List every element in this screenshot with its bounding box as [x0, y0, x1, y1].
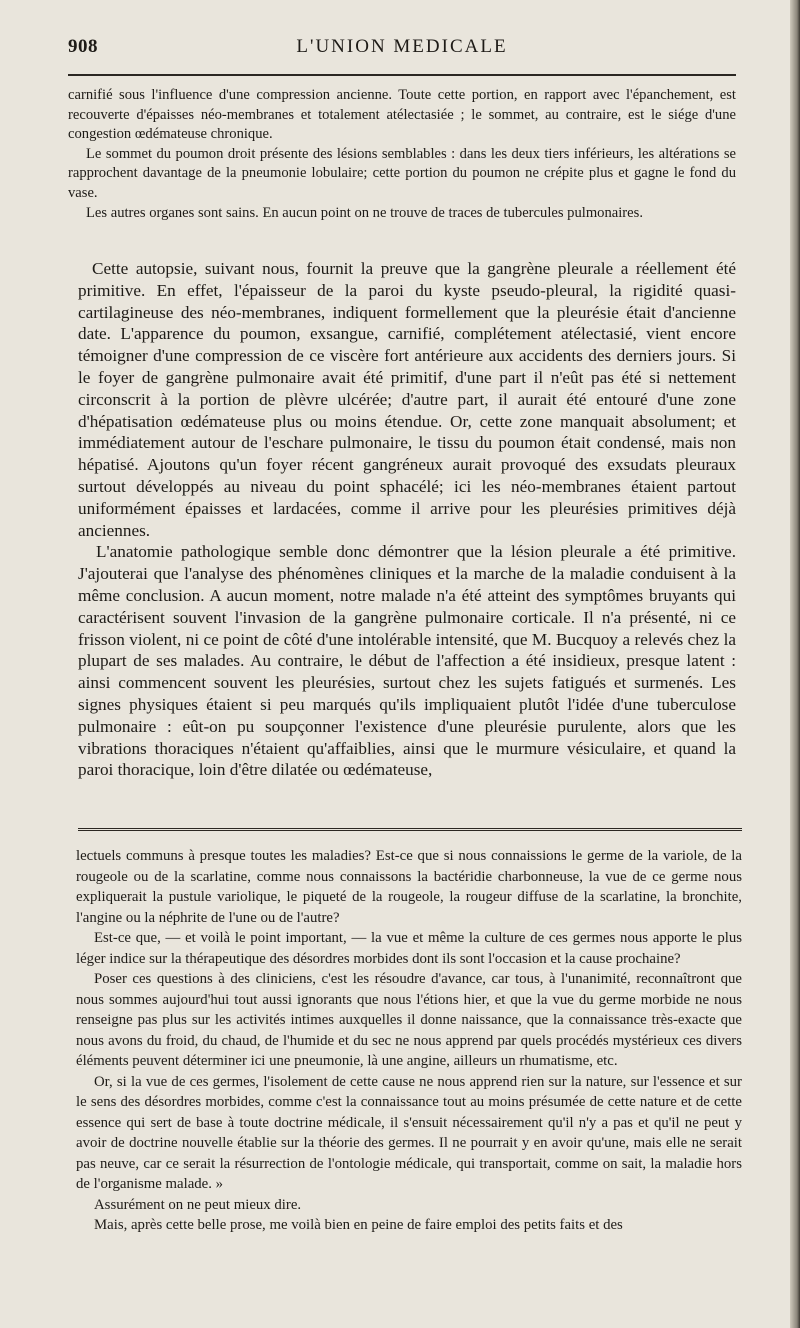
paragraph: Assurément on ne peut mieux dire.: [94, 1196, 302, 1213]
paragraph: Poser ces questions à des cliniciens, c'est les résoudre d'avance, car tous, à l'unanimité, reconnaîtront que nous sommes aujourd'hui tout aussi ignorants que nous l'étions hier, et que la vue du germe morbide ne nous renseigne pas plus sur les activités intimes auxquelles il donne naissance, que la connaissance très-exacte que nous avons du froid, du chaud, de l'humide et du sec ne nous apprend par quels procédés mystérieux ces divers éléments peuvent déterminer ici une pneumonie, là une angine, ailleurs un rhumatisme, etc.: [76, 971, 742, 1069]
feuilleton-text: [76, 846, 742, 1236]
paragraph: Mais, après cette belle prose, me voilà bien en peine de faire emploi des petits faits et des: [94, 1217, 623, 1233]
upper-small-text: [68, 86, 736, 223]
page-number: 908: [68, 36, 98, 57]
page-edge-shadow: [790, 0, 800, 1328]
paragraph: Le sommet du poumon droit présente des lésions semblables : dans les deux tiers inférieurs, les altérations se rapprochent davantage de la pneumonie lobulaire; cette portion du poumon ne crépite plus et gagne le fond du vase.: [68, 145, 736, 201]
paragraph: Or, si la vue de ces germes, l'isolement de cette cause ne nous apprend rien sur la nature, sur l'essence et sur le sens des désordres morbides, comme c'est la connaissance tout au moins présumée de cette nature et de cette essence qui sert de base à toute doctrine médicale, il s'ensuit nécessairement qu'il n'y a pas et qu'il ne peut y avoir de doctrine nouvelle établie sur la théorie des germes. Il ne pourrait y en avoir qu'une, mais elle ne serait pas neuve, car ce serait la résurrection de l'ontologie médicale, qui transportait, comme on sait, la maladie hors de l'organisme malade. »: [76, 1073, 742, 1192]
paragraph: carnifié sous l'influence d'une compression ancienne. Toute cette portion, en rapport avec l'épanchement, est recouverte d'épaisses néo-membranes et totalement atélectasiée ; le sommet, au contraire, est le siége d'une congestion œdémateuse chronique.: [68, 87, 736, 143]
paragraph: Cette autopsie, suivant nous, fournit la preuve que la gangrène pleurale a réellement été primitive. En effet, l'épaisseur de la paroi du kyste pseudo-pleural, la rigidité quasi-cartilagineuse des néo-membranes, indiquent formellement que la pleurésie était d'ancienne date. L'apparence du poumon, exsangue, carnifié, complétement atélectasié, vient encore témoigner d'une compression de ce viscère fort antérieure aux accidents des derniers jours. Si le foyer de gangrène pulmonaire avait été primitif, d'une part il n'eût pas été si nettement circonscrit à la portion de plèvre ulcérée; d'autre part, il aurait été entouré d'une zone d'hépatisation œdémateuse plus ou moins étendue. Or, cette zone manquait absolument; et immédiatement autour de l'eschare pulmonaire, le tissu du poumon était condensé, mais non hépatisé. Ajoutons qu'un foyer récent gangréneux aurait provoqué des exsudats pleuraux surtout développés au niveau du point sphacélé; ici les néo-membranes étaient partout uniformément épaisses et lardacées, comme il arrive pour les pleurésies primitives déjà anciennes.: [78, 259, 736, 540]
page-header: [68, 36, 736, 66]
paragraph: Les autres organes sont sains. En aucun point on ne trouve de traces de tubercules pulmonaires.: [86, 204, 643, 221]
paragraph: lectuels communs à presque toutes les maladies? Est-ce que si nous connaissions le germe de la variole, de la rougeole ou de la scarlatine, comme nous connaissons la bactéridie charbonneuse, la vue de ce germe nous expliquerait la pustule variolique, le piqueté de la rougeole, la rougeur diffuse de la scarlatine, la bronchite, l'angine ou la néphrite de l'une ou de l'autre?: [76, 848, 742, 926]
paragraph: L'anatomie pathologique semble donc démontrer que la lésion pleurale a été primitive. J'ajouterai que l'analyse des phénomènes cliniques et la marche de la maladie conduisent à la même conclusion. A aucun moment, notre malade n'a été atteint des symptômes bruyants qui caractérisent souvent l'invasion de la gangrène pulmonaire corticale. Il n'a présenté, ni ce frisson violent, ni ce point de côté d'une intolérable intensité, que M. Bucquoy a relevés chez la plupart de ses malades. Au contraire, le début de l'affection a été insidieux, presque latent : ainsi commencent souvent les pleurésies, surtout chez les sujets fatigués et surmenés. Les signes physiques étaient si peu marqués qu'ils impliquaient plutôt l'idée d'une tuberculose pulmonaire : eût-on pu soupçonner l'existence d'une pleurésie purulente, alors que les vibrations thoraciques n'étaient qu'affaiblies, ainsi que le murmure vésiculaire, et quand la paroi thoracique, loin d'être dilatée ou œdémateuse,: [78, 542, 736, 780]
paragraph: Est-ce que, — et voilà le point important, — la vue et même la culture de ces germes nous apporte le plus léger indice sur la thérapeutique des désordres morbides dont ils sont l'occasion et la cause prochaine?: [76, 930, 742, 967]
main-article-text: [78, 258, 736, 781]
running-title: L'UNION MEDICALE: [296, 36, 508, 57]
header-rule: [68, 74, 736, 76]
feuilleton-divider: [78, 828, 742, 836]
